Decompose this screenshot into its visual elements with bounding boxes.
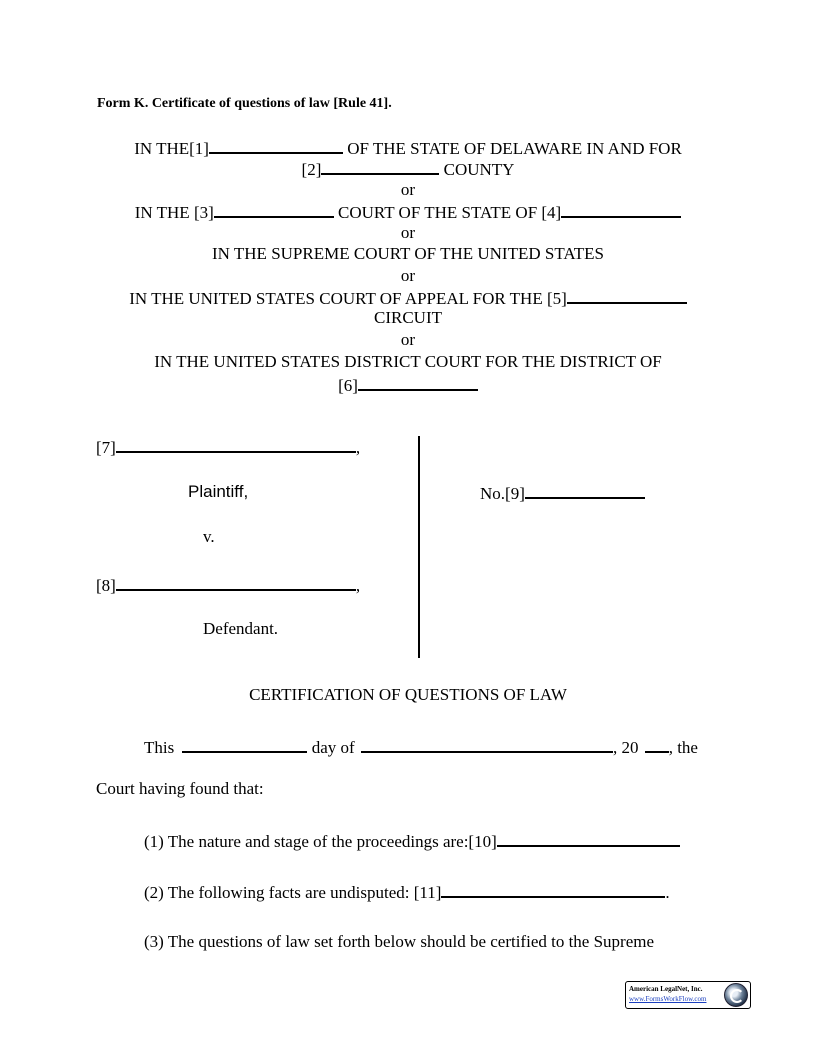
court-line-5-prefix: IN THE UNITED STATES COURT OF APPEAL FOR THE [5] xyxy=(129,289,567,308)
year-prefix: , 20 xyxy=(612,738,639,757)
court-line-3-mid: COURT OF THE STATE OF [4] xyxy=(333,203,562,222)
court-blank-3[interactable] xyxy=(214,201,334,218)
court-line-2-prefix: [2] xyxy=(301,160,322,179)
defendant-comma: , xyxy=(355,576,361,595)
defendant-number: [8] xyxy=(96,576,116,595)
certification-heading: CERTIFICATION OF QUESTIONS OF LAW xyxy=(249,685,567,704)
district-blank-6[interactable] xyxy=(358,374,478,391)
the-label: , the xyxy=(668,738,698,757)
case-number-blank[interactable] xyxy=(525,482,645,499)
case-number-line xyxy=(480,482,645,504)
defendant-name-blank[interactable] xyxy=(116,574,356,591)
logo-company-name: American LegalNet, Inc. xyxy=(629,985,703,993)
plaintiff-comma: , xyxy=(355,438,361,457)
plaintiff-name-blank[interactable] xyxy=(116,436,356,453)
american-legalnet-logo xyxy=(625,981,751,1009)
globe-icon xyxy=(724,983,748,1007)
court-line-5 xyxy=(0,287,816,309)
court-line-1 xyxy=(0,137,816,159)
court-line-6: IN THE UNITED STATES DISTRICT COURT FOR THE DISTRICT OF xyxy=(154,352,662,371)
court-blank-1[interactable] xyxy=(209,137,343,154)
item-2-text: (2) The following facts are undisputed: [11] xyxy=(144,883,442,902)
court-line-1-suffix: OF THE STATE OF DELAWARE IN AND FOR xyxy=(342,139,682,158)
logo-website-link[interactable]: www.FormsWorkFlow.com xyxy=(629,995,707,1003)
plaintiff-number: [7] xyxy=(96,438,116,457)
this-label: This xyxy=(144,738,175,757)
or-separator-2: or xyxy=(400,223,416,242)
item-1-text: (1) The nature and stage of the proceedings are:[10] xyxy=(144,832,497,851)
court-line-3 xyxy=(0,201,816,223)
year-blank[interactable] xyxy=(645,736,669,753)
court-line-1-prefix: IN THE[1] xyxy=(134,139,209,158)
facts-blank-11[interactable] xyxy=(441,881,665,898)
court-line-3-prefix: IN THE [3] xyxy=(134,203,214,222)
court-line-2-suffix: COUNTY xyxy=(439,160,515,179)
court-line-4: IN THE SUPREME COURT OF THE UNITED STATES xyxy=(212,244,604,263)
defendant-line xyxy=(96,574,360,596)
date-line xyxy=(144,736,698,758)
versus-label: v. xyxy=(203,527,215,546)
item-1 xyxy=(144,830,680,852)
day-of-label: day of xyxy=(311,738,355,757)
or-separator-3: or xyxy=(400,266,416,285)
or-separator-1: or xyxy=(400,180,416,199)
defendant-label: Defendant. xyxy=(203,619,279,638)
or-separator-4: or xyxy=(400,330,416,349)
court-line-6-prefix: [6] xyxy=(338,376,358,395)
item-3-text: (3) The questions of law set forth below should be certified to the Supreme xyxy=(144,932,655,951)
plaintiff-label: Plaintiff, xyxy=(188,482,249,501)
court-line-6b xyxy=(0,374,816,396)
county-blank-2[interactable] xyxy=(321,158,439,175)
plaintiff-line xyxy=(96,436,360,458)
state-blank-4[interactable] xyxy=(561,201,681,218)
item-2-period: . xyxy=(665,883,670,902)
proceedings-blank-10[interactable] xyxy=(497,830,680,847)
court-found-text: Court having found that: xyxy=(96,779,264,798)
form-title: Form K. Certificate of questions of law [Rule 41]. xyxy=(97,96,392,111)
month-blank[interactable] xyxy=(361,736,613,753)
case-number-label: No.[9] xyxy=(480,484,525,503)
item-2 xyxy=(144,881,670,903)
court-line-5-circuit: CIRCUIT xyxy=(374,308,442,327)
circuit-blank-5[interactable] xyxy=(567,287,687,304)
caption-divider xyxy=(418,436,420,658)
court-line-2 xyxy=(0,158,816,180)
day-blank[interactable] xyxy=(182,736,307,753)
